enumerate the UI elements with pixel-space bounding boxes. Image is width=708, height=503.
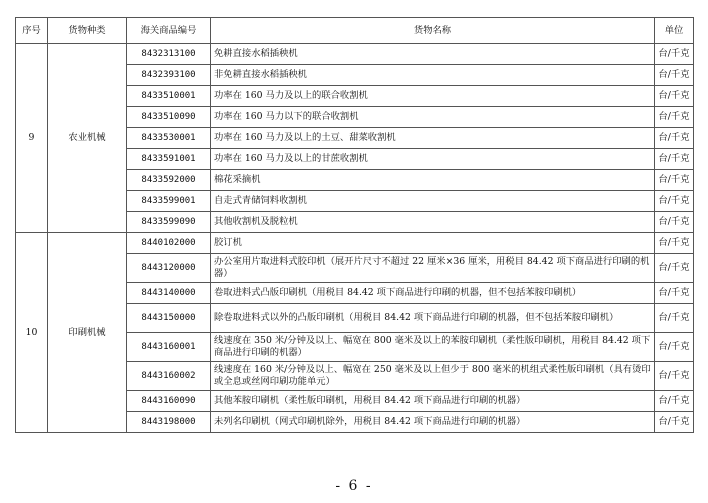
goods-name-cell: 免耕直接水稻插秧机 <box>211 44 655 65</box>
hs-code-cell: 8443160002 <box>127 362 211 391</box>
goods-name-cell: 功率在 160 马力及以上的联合收割机 <box>211 86 655 107</box>
goods-table <box>15 17 694 433</box>
goods-name-cell: 非免耕直接水稻插秧机 <box>211 65 655 86</box>
goods-name-cell: 线速度在 350 米/分钟及以上、幅宽在 800 毫米及以上的苯胺印刷机（柔性版印刷机，用税目 84.42 项下商品进行印刷的机器） <box>211 333 655 362</box>
hs-code-cell: 8443150000 <box>127 304 211 333</box>
table-row <box>16 233 694 254</box>
goods-name-cell: 未列名印刷机（网式印刷机除外，用税目 84.42 项下商品进行印刷的机器） <box>211 412 655 433</box>
hs-code-cell: 8433510090 <box>127 107 211 128</box>
goods-name-cell: 线速度在 160 米/分钟及以上、幅宽在 250 毫米及以上但少于 800 毫米的机组式柔性版印刷机（具有烫印或全息或丝网印刷功能单元） <box>211 362 655 391</box>
hs-code-cell: 8443160001 <box>127 333 211 362</box>
hs-code-cell: 8443140000 <box>127 283 211 304</box>
unit-cell: 台/千克 <box>655 304 694 333</box>
unit-cell: 台/千克 <box>655 44 694 65</box>
goods-name-cell: 功率在 160 马力及以上的甘蔗收割机 <box>211 149 655 170</box>
hs-code-cell: 8443198000 <box>127 412 211 433</box>
hs-code-cell: 8440102000 <box>127 233 211 254</box>
hs-code-cell: 8432313100 <box>127 44 211 65</box>
group-seq: 10 <box>16 233 48 433</box>
unit-cell: 台/千克 <box>655 362 694 391</box>
unit-cell: 台/千克 <box>655 107 694 128</box>
unit-cell: 台/千克 <box>655 333 694 362</box>
hs-code-cell: 8433591001 <box>127 149 211 170</box>
unit-cell: 台/千克 <box>655 212 694 233</box>
hs-code-cell: 8432393100 <box>127 65 211 86</box>
hs-code-cell: 8443120000 <box>127 254 211 283</box>
page-number: - 6 - <box>335 478 373 494</box>
header-unit: 单位 <box>655 18 694 44</box>
hs-code-cell: 8433599090 <box>127 212 211 233</box>
header-seq: 序号 <box>16 18 48 44</box>
hs-code-cell: 8433599001 <box>127 191 211 212</box>
unit-cell: 台/千克 <box>655 128 694 149</box>
goods-name-cell: 棉花采摘机 <box>211 170 655 191</box>
goods-name-cell: 自走式青储饲料收割机 <box>211 191 655 212</box>
hs-code-cell: 8433592000 <box>127 170 211 191</box>
goods-name-cell: 胶订机 <box>211 233 655 254</box>
unit-cell: 台/千克 <box>655 391 694 412</box>
goods-name-cell: 除卷取进料式以外的凸版印刷机（用税目 84.42 项下商品进行印刷的机器，但不包括苯胺印刷机） <box>211 304 655 333</box>
group-category: 农业机械 <box>48 44 127 233</box>
hs-code-cell: 8433510001 <box>127 86 211 107</box>
header-category: 货物种类 <box>48 18 127 44</box>
unit-cell: 台/千克 <box>655 170 694 191</box>
goods-name-cell: 办公室用片取进料式胶印机（展开片尺寸不超过 22 厘米×36 厘米，用税目 84.42 项下商品进行印刷的机器） <box>211 254 655 283</box>
unit-cell: 台/千克 <box>655 65 694 86</box>
goods-name-cell: 其他苯胺印刷机（柔性版印刷机，用税目 84.42 项下商品进行印刷的机器） <box>211 391 655 412</box>
unit-cell: 台/千克 <box>655 254 694 283</box>
group-seq: 9 <box>16 44 48 233</box>
hs-code-cell: 8433530001 <box>127 128 211 149</box>
unit-cell: 台/千克 <box>655 191 694 212</box>
unit-cell: 台/千克 <box>655 412 694 433</box>
goods-name-cell: 功率在 160 马力及以上的土豆、甜菜收割机 <box>211 128 655 149</box>
goods-name-cell: 卷取进料式凸版印刷机（用税目 84.42 项下商品进行印刷的机器，但不包括苯胺印刷机） <box>211 283 655 304</box>
table-row <box>16 44 694 65</box>
table-header-row <box>16 18 694 44</box>
goods-name-cell: 功率在 160 马力以下的联合收割机 <box>211 107 655 128</box>
group-category: 印刷机械 <box>48 233 127 433</box>
header-hs-code: 海关商品编号 <box>127 18 211 44</box>
unit-cell: 台/千克 <box>655 233 694 254</box>
hs-code-cell: 8443160090 <box>127 391 211 412</box>
goods-name-cell: 其他收割机及脱粒机 <box>211 212 655 233</box>
unit-cell: 台/千克 <box>655 149 694 170</box>
unit-cell: 台/千克 <box>655 86 694 107</box>
unit-cell: 台/千克 <box>655 283 694 304</box>
header-name: 货物名称 <box>211 18 655 44</box>
